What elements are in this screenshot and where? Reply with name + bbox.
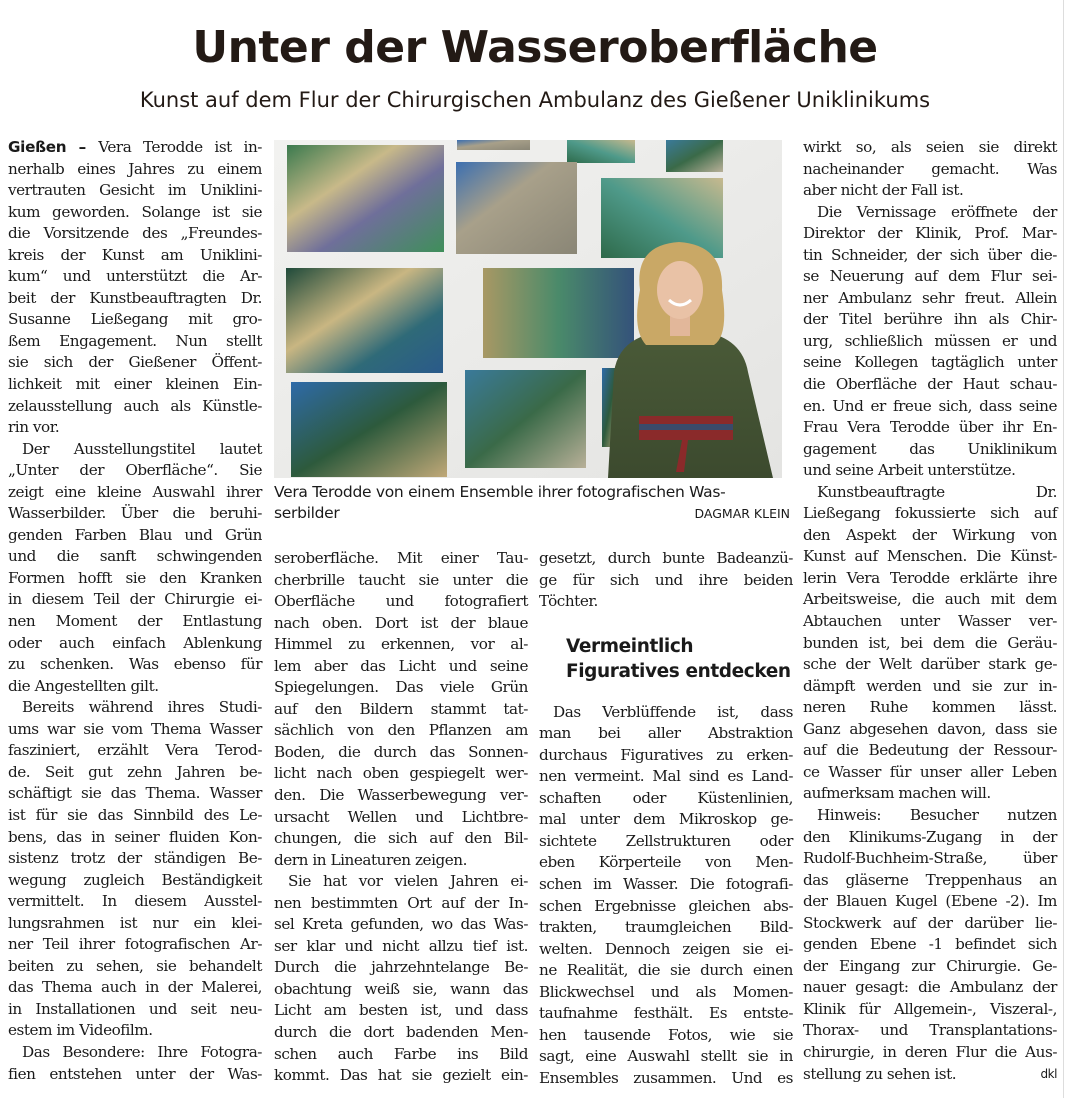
- text-line: Klinik für Allgemein-, Viszeral-,: [803, 999, 1057, 1018]
- text-line: Himmel zu erkennen, vor al-: [274, 635, 528, 654]
- text-line: der Titel berühre ihn als Chir-: [803, 310, 1057, 329]
- text-line: Susanne Ließegang mit gro-: [8, 310, 262, 329]
- text-line: in diesem Teil der Chirurgie ei-: [8, 590, 262, 609]
- section-heading-line: Vermeintlich: [566, 635, 694, 657]
- text-line: aber nicht der Fall ist.: [803, 181, 964, 200]
- text-line: ner Ambulanz sehr freut. Allein: [803, 288, 1057, 307]
- text-line: cherbrille taucht sie unter die: [274, 570, 528, 589]
- text-line: vertrauten Gesicht im Uniklini-: [8, 181, 262, 200]
- text-line: Formen hofft sie den Kranken: [8, 568, 262, 587]
- text-line: zu schenken. Was ebenso für: [8, 655, 262, 674]
- text-line: Boden, die durch das Sonnen-: [274, 742, 528, 761]
- text-line: Arbeitsweise, die auch mit dem: [803, 590, 1057, 609]
- text-line: man bei aller Abstraktion: [539, 724, 793, 743]
- text-line: Stockwerk auf der darüber lie-: [803, 913, 1057, 932]
- text-line: fien entstehen unter der Was-: [8, 1064, 262, 1083]
- text-line: beiten zu sehen, sie behandelt: [8, 956, 262, 975]
- text-line: und seine Arbeit unterstütze.: [803, 461, 1016, 480]
- text-line: welten. Dennoch zeigen sie ei-: [539, 939, 793, 958]
- text-line: se Neuerung auf dem Flur sei-: [803, 267, 1057, 286]
- text-line: und die sanft schwingenden: [8, 547, 262, 566]
- text-line: Töchter.: [539, 592, 598, 611]
- text-line: neren Ruhe kommen lässt.: [803, 698, 1057, 717]
- text-line: ßem Engagement. Nun stellt: [8, 331, 262, 350]
- author-signature: dkl: [1040, 1066, 1057, 1081]
- subheadline: Kunst auf dem Flur der Chirurgischen Ambulanz des Gießener Uniklinikums: [139, 88, 931, 112]
- text-line: Sie hat vor vielen Jahren ei-: [288, 872, 528, 891]
- text-line: de. Seit gut zehn Jahren be-: [8, 762, 262, 781]
- article-paragraph: [803, 805, 1057, 1085]
- text-line: Ließegang fokussierte sich auf: [803, 504, 1057, 523]
- headline: Unter der Wasseroberfläche: [192, 22, 878, 73]
- text-line: seine Kollegen tagtäglich unter: [803, 353, 1057, 372]
- text-line: Kunstbeauftragte Dr.: [817, 482, 1057, 501]
- text-line: Abtauchen unter Wasser ver-: [803, 612, 1057, 631]
- text-line: schen auch Farbe ins Bild: [274, 1044, 528, 1063]
- text-line: Rudolf-Buchheim-Straße, über: [803, 849, 1057, 868]
- photo-credit: DAGMAR KLEIN: [694, 506, 790, 521]
- text-line: trakten, traumgleichen Bild-: [539, 918, 793, 937]
- artwork-tile: [666, 140, 723, 172]
- text-line: licht nach oben gespiegelt wer-: [274, 764, 528, 783]
- text-line: kum geworden. Solange ist sie: [8, 202, 262, 221]
- text-line: auf die Bedeutung der Ressour-: [803, 741, 1057, 760]
- text-line: dern in Lineaturen zeigen.: [274, 850, 468, 869]
- text-line: in Installationen und seit neu-: [8, 999, 262, 1018]
- text-line: ser klar und nicht allzu tief ist.: [274, 936, 528, 955]
- text-line: chungen, die sich auf den Bil-: [274, 829, 528, 848]
- text-line: rin vor.: [8, 418, 60, 437]
- caption-line: serbilder: [274, 504, 340, 522]
- text-line: schen Ergebnisse gleichen abs-: [539, 896, 793, 915]
- article-paragraph: [274, 871, 528, 1086]
- text-line: Kunst auf Menschen. Die Künst-: [803, 547, 1057, 566]
- text-line: Frau Vera Terodde über ihr En-: [803, 418, 1057, 437]
- text-line: ist für sie das Sinnbild des Le-: [8, 805, 262, 824]
- article-paragraph: [539, 548, 793, 613]
- text-line: schen im Wasser. Die fotografi-: [539, 875, 793, 894]
- text-line: durchaus Figuratives zu erken-: [539, 745, 793, 764]
- text-line: Ensembles zusammen. Und es: [539, 1068, 793, 1087]
- article-paragraph: [8, 439, 262, 698]
- text-line: nacheinander gemacht. Was: [803, 159, 1057, 178]
- text-line: die Vorsitzende des „Freundes-: [8, 224, 262, 243]
- text-line: fasziniert, erzählt Vera Terod-: [8, 741, 262, 760]
- article-column-2: [274, 548, 528, 1087]
- text-line: schäftigt sie das Thema. Wasser: [8, 784, 262, 803]
- text-line: stellung zu sehen ist. dkl: [803, 1064, 1057, 1086]
- text-line: Hinweis: Besucher nutzen: [817, 805, 1057, 824]
- text-line: chirurgie, in deren Flur die Aus-: [803, 1042, 1057, 1061]
- article-paragraph: [8, 1042, 262, 1085]
- text-line: ce Wasser für unser aller Leben: [803, 762, 1057, 781]
- text-line: lem aber das Licht und seine: [274, 656, 528, 675]
- text-line: Der Ausstellungstitel lautet: [22, 439, 262, 458]
- text-line: das Thema auch in der Malerei,: [8, 978, 262, 997]
- article-paragraph: [8, 697, 262, 1042]
- article-paragraph: [274, 548, 528, 871]
- artwork-tile: [457, 140, 530, 150]
- text-line: den Klinikums-Zugang in der: [803, 827, 1057, 846]
- text-line: beit der Kunstbeauftragten Dr.: [8, 288, 262, 307]
- text-line: sistenz trotz der ständigen Be-: [8, 849, 262, 868]
- text-line: Die Vernissage eröffnete der: [817, 202, 1057, 221]
- text-line: „Unter der Oberfläche“. Sie: [8, 461, 262, 480]
- article-column-4: [803, 137, 1057, 1085]
- text-line: taufnahme festhält. Es entste-: [539, 1004, 793, 1023]
- text-line: sel Kreta gefunden, wo das Was-: [274, 915, 528, 934]
- dateline: Gießen –: [8, 138, 99, 156]
- text-line: estem im Videofilm.: [8, 1021, 153, 1040]
- text-line: mal unter dem Mikroskop ge-: [539, 810, 793, 829]
- text-line: den Aspekt der Wirkung von: [803, 525, 1057, 544]
- text-line: sie sich der Gießener Öffent-: [8, 353, 262, 372]
- text-line: nach oben. Dort ist der blaue: [274, 613, 528, 632]
- text-line: genden Ebene -1 befindet sich: [803, 935, 1057, 954]
- text-line: dämpft werden und sie zur in-: [803, 676, 1057, 695]
- text-line: sche der Welt darüber stark ge-: [803, 655, 1057, 674]
- text-line: nen bestimmten Ort auf der In-: [274, 893, 528, 912]
- article-photo: [274, 140, 782, 478]
- article-column-1: [8, 137, 262, 1085]
- text-line: Gießen – Vera Terodde ist in-: [8, 138, 262, 156]
- article-paragraph: [539, 702, 793, 1090]
- text-line: der Eingang zur Chirurgie. Ge-: [803, 956, 1057, 975]
- text-line: ne Realität, die sie durch einen: [539, 961, 793, 980]
- text-line: durch die dort badenden Men-: [274, 1023, 528, 1042]
- text-line: Ganz abgesehen davon, dass sie: [803, 719, 1057, 738]
- text-line: ums war sie vom Thema Wasser: [8, 719, 262, 738]
- text-line: zelausstellung auch als Künstle-: [8, 396, 262, 415]
- text-line: wegung zugleich Beständigkeit: [8, 870, 262, 889]
- text-line: lungsrahmen ist nur ein klei-: [8, 913, 262, 932]
- text-line: nerhalb eines Jahres zu einem: [8, 159, 262, 178]
- text-line: kreis der Kunst am Uniklini-: [8, 245, 262, 264]
- text-line: vermittelt. In diesem Ausstel-: [8, 892, 262, 911]
- article-paragraph: [8, 137, 262, 439]
- text-line: sichtete Zellstrukturen oder: [539, 831, 793, 850]
- artwork-tile: [465, 370, 586, 468]
- artwork-tile: [483, 268, 634, 358]
- text-line: bens, das in seiner fluiden Kon-: [8, 827, 262, 846]
- text-line: Oberfläche und fotografiert: [274, 592, 528, 611]
- text-line: obachtung weiß sie, wann das: [274, 979, 528, 998]
- column-divider: [1063, 0, 1064, 1098]
- text-line: hen tausende Fotos, wie sie: [539, 1025, 793, 1044]
- artwork-tile: [287, 145, 444, 252]
- text-line: nen Moment der Entlastung: [8, 612, 262, 631]
- text-line: Wasserbilder. Über die beruhi-: [8, 504, 262, 523]
- text-line: Durch die jahrzehntelange Be-: [274, 958, 528, 977]
- artwork-tile: [291, 382, 447, 477]
- artwork-tile: [456, 162, 577, 254]
- article-paragraph: [803, 202, 1057, 482]
- text-line: urg, schließlich müssen er und: [803, 331, 1057, 350]
- text-line: nauer gesagt: die Ambulanz der: [803, 978, 1057, 997]
- text-line: kommt. Das hat sie gezielt ein-: [274, 1066, 528, 1085]
- text-line: sächlich von den Pflanzen am: [274, 721, 528, 740]
- section-heading-line: Figuratives entdecken: [566, 660, 791, 682]
- text-line: lichkeit mit einer kleinen Ein-: [8, 375, 262, 394]
- text-line: den. Die Wasserbewegung ver-: [274, 786, 528, 805]
- text-line: en. Und er freue sich, dass seine: [803, 396, 1057, 415]
- text-line: zeigt eine kleine Auswahl ihrer: [8, 482, 262, 501]
- text-line: seroberfläche. Mit einer Tau-: [274, 549, 528, 567]
- text-line: bunden ist, bei dem die Geräu-: [803, 633, 1057, 652]
- text-line: auf den Bildern stammt tat-: [274, 699, 528, 718]
- text-line: die Oberfläche der Haut schau-: [803, 375, 1057, 394]
- text-line: Das Verblüffende ist, dass: [553, 702, 793, 721]
- text-line: kum“ und unterstützt die Ar-: [8, 267, 262, 286]
- text-line: gagement das Uniklinikum: [803, 439, 1057, 458]
- artwork-tile: [567, 140, 635, 163]
- text-line: Thorax- und Transplantations-: [803, 1021, 1057, 1040]
- text-line: wirkt so, als seien sie direkt: [803, 138, 1057, 156]
- text-line: das gläserne Treppenhaus an: [803, 870, 1057, 889]
- text-line: Licht am besten ist, und dass: [274, 1001, 528, 1020]
- text-line: Blickwechsel und als Momen-: [539, 982, 793, 1001]
- text-line: lerin Vera Terodde erklärte ihre: [803, 568, 1057, 587]
- section-heading: [539, 634, 793, 684]
- text-line: der Blauen Kugel (Ebene -2). Im: [803, 892, 1057, 911]
- article-paragraph: [803, 482, 1057, 805]
- text-line: gesetzt, durch bunte Badeanzü-: [539, 549, 793, 567]
- text-line: aufmerksam machen will.: [803, 784, 991, 803]
- artwork-tile: [286, 268, 443, 373]
- text-line: oder auch einfach Ablenkung: [8, 633, 262, 652]
- caption-line: Vera Terodde von einem Ensemble ihrer fotografischen Was-: [274, 483, 726, 501]
- text-line: Spiegelungen. Das viele Grün: [274, 678, 528, 697]
- text-line: ner Teil ihrer fotografischen Ar-: [8, 935, 262, 954]
- text-line: sagt, eine Auswahl stellt sie in: [539, 1047, 793, 1066]
- text-line: Direktor der Klinik, Prof. Mar-: [803, 224, 1057, 243]
- article-column-3: [539, 548, 793, 1089]
- text-line: ge für sich und ihre beiden: [539, 570, 793, 589]
- photo-caption: [274, 482, 790, 524]
- text-line: tin Schneider, der sich über die-: [803, 245, 1057, 264]
- text-line: ursacht Wellen und Lichtbre-: [274, 807, 528, 826]
- text-line: schaften oder Küstenlinien,: [539, 788, 793, 807]
- text-line: nen vermeint. Mal sind es Land-: [539, 767, 793, 786]
- text-line: genden Farben Blau und Grün: [8, 525, 262, 544]
- text-line: eben Körperteile von Men-: [539, 853, 793, 872]
- article-paragraph: [803, 137, 1057, 202]
- text-line: Das Besondere: Ihre Fotogra-: [22, 1042, 262, 1061]
- text-line: Bereits während ihres Studi-: [22, 698, 262, 717]
- text-line: die Angestellten gilt.: [8, 676, 159, 695]
